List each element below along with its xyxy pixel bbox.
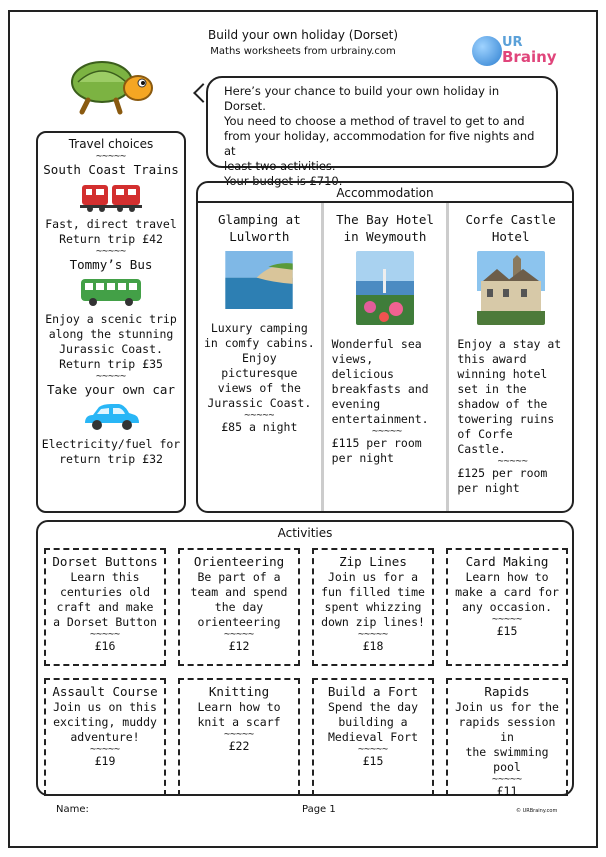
activity-name: Knitting	[208, 684, 270, 699]
tilde-divider: ~~~~~	[223, 729, 255, 740]
activity-price: £19	[94, 754, 116, 768]
activity-card	[44, 678, 166, 796]
activity-description: Join us for the	[455, 700, 559, 714]
tilde-divider: ~~~~~	[89, 744, 121, 755]
activity-price: £11	[496, 784, 518, 798]
activity-name: Rapids	[484, 684, 530, 699]
activity-card	[446, 678, 568, 796]
activity-description: spent whizzing	[324, 600, 422, 614]
activity-price: £15	[496, 624, 518, 638]
coast-photo	[216, 251, 302, 309]
activity-card	[44, 548, 166, 666]
accommodation-option: The Bay Hotel in Weymouth Wonderful sea views, delicious breakfasts and evening entertainment. ~~~~~ £115 per room per night	[321, 203, 447, 511]
turtle-mascot-icon	[68, 52, 158, 116]
activities-title: Activities	[277, 526, 333, 540]
activity-description: make a card for	[455, 585, 559, 599]
page-title: Build your own holiday (Dorset)	[207, 28, 399, 42]
corfe-castle-photo	[477, 251, 545, 325]
activity-description: orienteering	[197, 615, 281, 629]
accommodation-option: Glamping at Lulworth Luxury camping in comfy cabins. Enjoy picturesque views of the Jurassic Coast. ~~~~~ £85 a night	[203, 212, 315, 434]
intro-speech-bubble: Here’s your chance to build your own holiday in Dorset. You need to choose a method of travel to get to and from your holiday, accommodation for five nights and at least two activities. Your budget is £710.	[206, 76, 558, 168]
activity-description: craft and make	[56, 600, 154, 614]
activity-description: centuries old	[59, 585, 150, 599]
travel-option-name: Take your own car	[47, 382, 175, 397]
page-subtitle: Maths worksheets from urbrainy.com	[210, 46, 396, 57]
accommodation-option: Corfe Castle Hotel Enjoy a stay at this award winning hotel set in the shadow of the towering ruins of Corfe Castle. ~~~~~ £125 per room per night	[446, 203, 572, 511]
activity-description: Be part of a	[197, 570, 281, 584]
copyright: © URBrainy.com	[516, 808, 558, 814]
activity-description: Medieval Fort	[327, 730, 418, 744]
activity-description: a Dorset Button	[53, 615, 157, 629]
activity-description: Learn this	[70, 570, 140, 584]
activities-panel	[36, 520, 574, 796]
activity-price: £18	[362, 639, 384, 653]
globe-icon	[472, 36, 502, 66]
name-label: Name:	[56, 804, 89, 815]
activity-name: Orienteering	[193, 554, 285, 569]
activity-description: exciting, muddy	[53, 715, 157, 729]
bus-icon	[79, 276, 143, 308]
activity-name: Card Making	[465, 554, 549, 569]
activity-description: down zip lines!	[321, 615, 425, 629]
accommodation-title: Accommodation	[198, 183, 572, 203]
urbrainy-logo: UR Brainy	[472, 34, 562, 70]
activity-name: Assault Course	[52, 684, 158, 699]
travel-option-name: Tommy’s Bus	[69, 257, 153, 272]
car-icon	[81, 401, 141, 433]
travel-choices-panel: Travel choices ~~~~~ South Coast Trains Fast, direct travel Return trip £42 ~~~~~ Tommy’s Bus Enjoy a scenic trip along the stunning Jurassic Coast. Return trip £35 ~~~~~ Take your own car Electricity/fuel for return trip £32	[36, 131, 186, 513]
activity-description: fun filled time	[321, 585, 425, 599]
tilde-divider: ~~~~~	[357, 744, 389, 755]
activity-name: Dorset Buttons	[52, 554, 158, 569]
activity-name: Zip Lines	[339, 554, 407, 569]
activity-price: £12	[228, 639, 250, 653]
activity-name: Build a Fort	[327, 684, 419, 699]
activity-description: Join us for a	[327, 570, 418, 584]
tilde-divider: ~~~~~	[357, 629, 389, 640]
activity-description: team and spend	[190, 585, 288, 599]
travel-title: Travel choices	[68, 137, 154, 151]
activity-description: Learn how to	[197, 700, 281, 714]
activity-card	[312, 548, 434, 666]
activity-description: Learn how to	[465, 570, 549, 584]
activity-description: knit a scarf	[197, 715, 281, 729]
activity-description: any occasion.	[461, 600, 552, 614]
page-number: Page 1	[302, 804, 336, 815]
tilde-divider: ~~~~~	[491, 774, 523, 785]
activity-card	[312, 678, 434, 796]
activity-price: £16	[94, 639, 116, 653]
activity-price: £15	[362, 754, 384, 768]
activity-description: building a	[338, 715, 408, 729]
activity-card	[178, 548, 300, 666]
tilde-divider: ~~~~~	[491, 614, 523, 625]
train-icon	[80, 181, 142, 213]
activity-description: Join us on this	[53, 700, 157, 714]
activity-description: Spend the day	[327, 700, 418, 714]
tilde-divider: ~~~~~	[223, 629, 255, 640]
activity-description: adventure!	[70, 730, 140, 744]
accommodation-panel	[196, 181, 574, 513]
travel-option-name: South Coast Trains	[43, 162, 179, 177]
activity-description: the swimming pool	[465, 745, 549, 774]
tilde-divider: ~~~~~	[89, 629, 121, 640]
activity-description: rapids session in	[458, 715, 556, 744]
activity-description: the day	[214, 600, 264, 614]
weymouth-photo	[356, 251, 414, 325]
activity-card	[178, 678, 300, 796]
activity-card	[446, 548, 568, 666]
activity-price: £22	[228, 739, 250, 753]
